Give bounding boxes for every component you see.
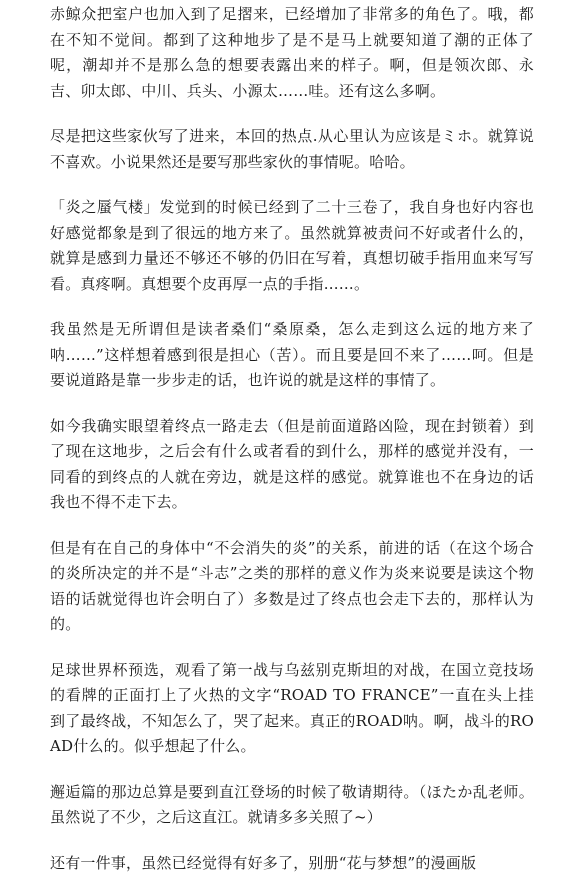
- paragraph: 足球世界杯预选，观看了第一战与乌兹别克斯坦的对战，在国立竞技场的看牌的正面打上了火热的文字“ROAD TO FRANCE”一直在头上挂到了最终战，不知怎么了，哭了起来。真正的ROAD呐。啊，战斗的ROAD什么的。似乎想起了什么。: [50, 660, 534, 755]
- paragraph: 但是有在自己的身体中“不会消失的炎”的关系，前进的话（在这个场合的炎所决定的并不是“斗志”之类的那样的意义作为炎来说要是读这个物语的话就觉得也许会明白了）多数是过了终点也会走下去的，那样认为的。: [50, 538, 534, 633]
- paragraph: 「炎之蜃气楼」发觉到的时候已经到了二十三卷了，我自身也好内容也好感觉都象是到了很远的地方来了。虽然就算被责问不好或者什么的，就算是感到力量还不够还不够的仍旧在写着，真想切破手指用血来写写看。真疼啊。真想要个皮再厚一点的手指……。: [50, 198, 534, 293]
- paragraph: 我虽然是无所谓但是读者桑们“桑原桑，怎么走到这么远的地方来了呐……”这样想着感到很是担心（苦）。而且要是回不来了……呵。但是要说道路是靠一步步走的话，也许说的就是这样的事情了。: [50, 320, 534, 389]
- document-body: [50, 2, 534, 896]
- paragraph: 还有一件事，虽然已经觉得有好多了，别册“花与梦想”的漫画版: [50, 853, 477, 872]
- paragraph: 尽是把这些家伙写了进来，本回的热点.从心里认为应该是ミホ。就算说不喜欢。小说果然还是要写那些家伙的事情呢。哈哈。: [50, 127, 534, 171]
- paragraph: 邂逅篇的那边总算是要到直江登场的时候了敬请期待。（ほたか乱老师。虽然说了不少，之后这直江。就请多多关照了~）: [50, 782, 534, 826]
- paragraph: 赤鲸众把室户也加入到了足摺来，已经增加了非常多的角色了。哦，都在不知不觉间。都到了这种地步了是不是马上就要知道了潮的正体了呢，潮却并不是那么急的想要表露出来的样子。啊，但是领次郎、永吉、卯太郎、中川、兵头、小源太……哇。还有这么多啊。: [50, 5, 534, 100]
- paragraph: 如今我确实眼望着终点一路走去（但是前面道路凶险，现在封锁着）到了现在这地步，之后会有什么或者看的到什么，那样的感觉并没有，一同看的到终点的人就在旁边，就是这样的感觉。就算谁也不在身边的话我也不得不走下去。: [50, 416, 534, 511]
